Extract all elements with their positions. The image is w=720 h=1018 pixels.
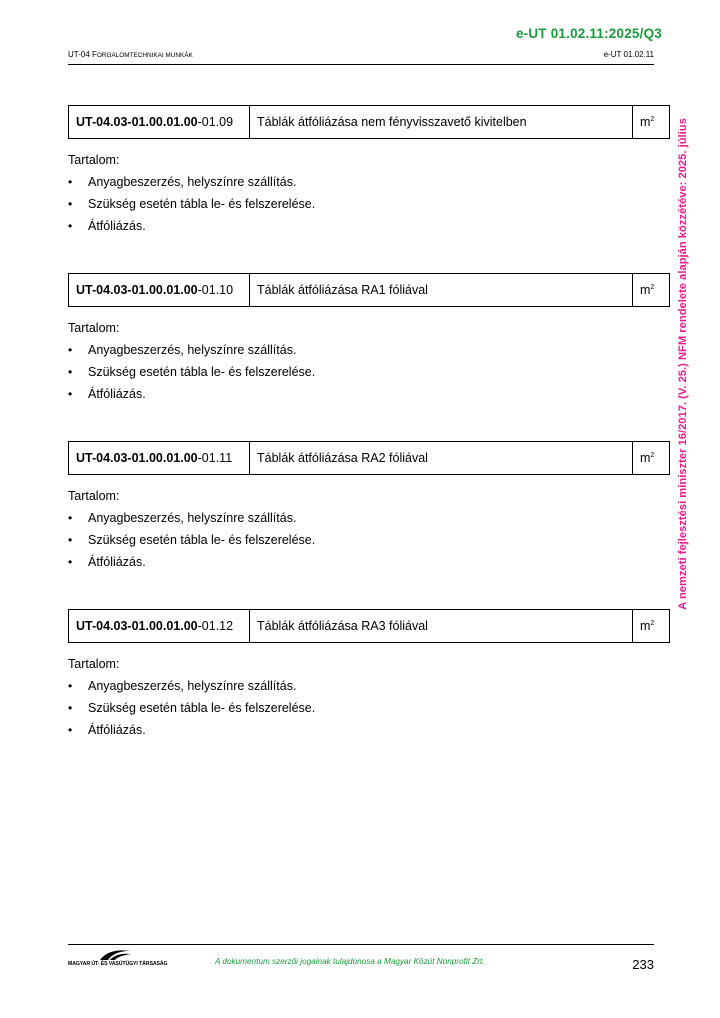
header-smallcaps: ORGALOMTECHNIKAI MUNKÁK <box>96 52 193 59</box>
item-code-suffix: -01.12 <box>197 619 234 633</box>
item-code <box>69 274 250 307</box>
item-code-table <box>68 441 670 475</box>
header-doc-ref: e-UT 01.02.11 <box>603 50 654 59</box>
society-logo <box>68 948 168 970</box>
content-label: Tartalom: <box>68 489 120 503</box>
work-item <box>68 441 670 569</box>
unit-base: m <box>640 619 651 633</box>
item-code-suffix: -01.09 <box>197 115 234 129</box>
item-code-suffix: -01.11 <box>197 451 233 465</box>
side-note <box>676 96 690 631</box>
item-title: Táblák átfóliázása RA3 fóliával <box>250 610 633 643</box>
content-list-item: • Átfóliázás. <box>68 387 670 401</box>
content-list-item: • Átfóliázás. <box>68 555 670 569</box>
work-item <box>68 273 670 401</box>
item-code-suffix: -01.10 <box>197 283 234 297</box>
copyright-notice: A dokumentum szerzői jogainak tulajdonosa a Magyar Közút Nonprofit Zrt. <box>215 957 485 966</box>
unit-base: m <box>640 283 651 297</box>
content-list <box>68 343 670 401</box>
item-code-bold: UT-04.03-01.00.01.00 <box>76 283 198 297</box>
content-list-item: • Szükség esetén tábla le- és felszerelése. <box>68 533 670 547</box>
bird-logo-icon <box>98 948 132 962</box>
content-list-item: • Anyagbeszerzés, helyszínre szállítás. <box>68 679 670 693</box>
item-code-bold: UT-04.03-01.00.01.00 <box>76 619 198 633</box>
item-code-table <box>68 273 670 307</box>
running-header <box>68 50 654 65</box>
unit-exponent: 2 <box>650 116 655 123</box>
item-code <box>69 610 250 643</box>
content-list-item: • Anyagbeszerzés, helyszínre szállítás. <box>68 175 670 189</box>
unit-exponent: 2 <box>650 620 655 627</box>
content-list-item: • Anyagbeszerzés, helyszínre szállítás. <box>68 511 670 525</box>
unit-base: m <box>640 115 651 129</box>
content-list-item: • Átfóliázás. <box>68 219 670 233</box>
content-list-item: • Anyagbeszerzés, helyszínre szállítás. <box>68 343 670 357</box>
content-list-item: • Szükség esetén tábla le- és felszerelése. <box>68 365 670 379</box>
content-list <box>68 511 670 569</box>
item-title: Táblák átfóliázása nem fényvisszavető kivitelben <box>250 106 633 139</box>
work-item <box>68 609 670 737</box>
item-title: Táblák átfóliázása RA2 fóliával <box>250 442 633 475</box>
content-label: Tartalom: <box>68 153 120 167</box>
content-label: Tartalom: <box>68 321 120 335</box>
page-number: 233 <box>632 957 654 972</box>
unit-base: m <box>640 451 651 465</box>
item-title: Táblák átfóliázása RA1 fóliával <box>250 274 633 307</box>
unit-exponent: 2 <box>650 452 655 459</box>
item-code-table <box>68 105 670 139</box>
header-chapter <box>68 50 193 59</box>
item-code-bold: UT-04.03-01.00.01.00 <box>76 451 198 465</box>
content-list <box>68 175 670 233</box>
footer-rule <box>68 944 654 945</box>
work-item <box>68 105 670 233</box>
logo-text: MAGYAR ÚT- ÉS VASÚTÜGYI TÁRSASÁG <box>68 961 168 967</box>
item-unit <box>633 274 670 307</box>
item-unit <box>633 442 670 475</box>
item-code <box>69 442 250 475</box>
content-list-item: • Szükség esetén tábla le- és felszerelése. <box>68 197 670 211</box>
content-list <box>68 679 670 737</box>
item-unit <box>633 106 670 139</box>
document-code: e-UT 01.02.11:2025/Q3 <box>515 26 662 41</box>
content-label: Tartalom: <box>68 657 120 671</box>
item-unit <box>633 610 670 643</box>
item-code-table <box>68 609 670 643</box>
header-first-letter: F <box>92 50 97 59</box>
unit-exponent: 2 <box>650 284 655 291</box>
content-list-item: • Átfóliázás. <box>68 723 670 737</box>
content-list-item: • Szükség esetén tábla le- és felszerelése. <box>68 701 670 715</box>
item-code-bold: UT-04.03-01.00.01.00 <box>76 115 198 129</box>
item-code <box>69 106 250 139</box>
header-prefix: UT-04 <box>68 50 93 59</box>
side-note-text: A nemzeti fejlesztési miniszter 16/2017. (V. 25.) NFM rendelete alapján közzétéve: 2025. július <box>677 117 689 610</box>
